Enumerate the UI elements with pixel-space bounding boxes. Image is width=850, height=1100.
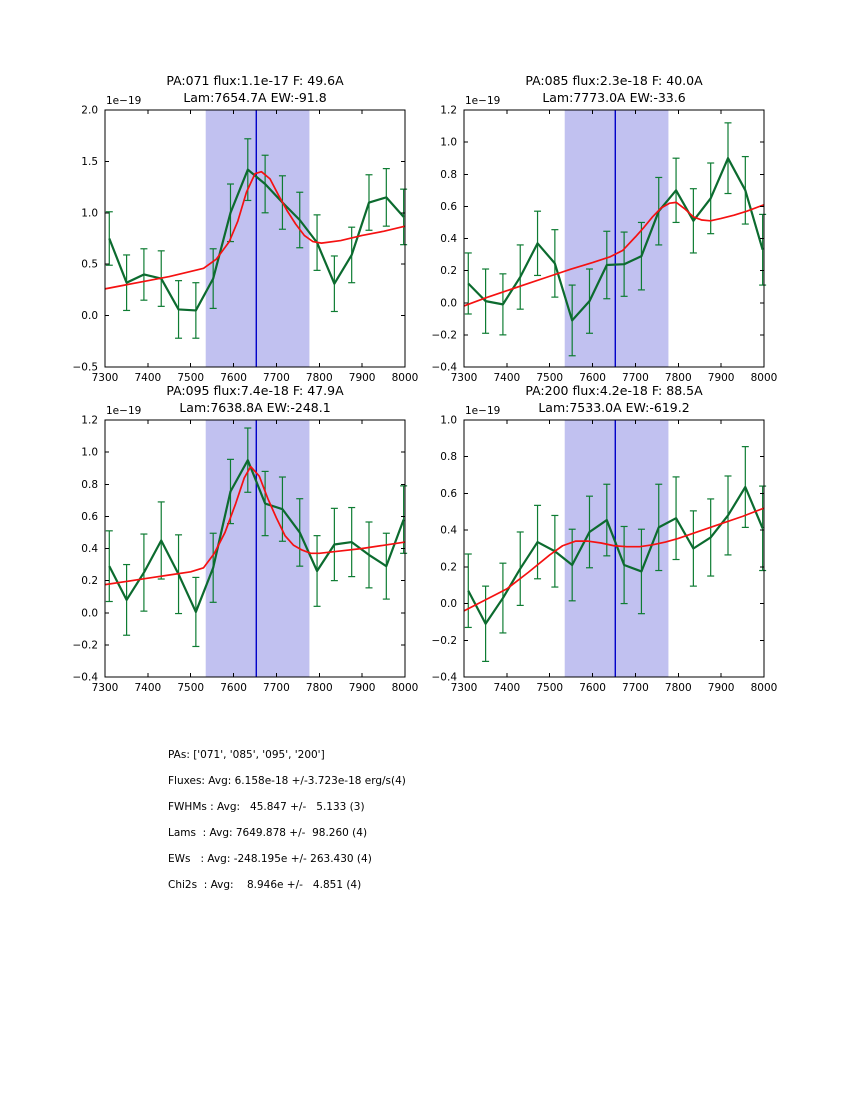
y-tick-label: 0.2	[440, 561, 457, 574]
y-tick-label: 0.6	[81, 510, 98, 523]
y-tick-label: 0.0	[440, 297, 457, 310]
wavelength-band	[206, 110, 310, 367]
x-tick-label: 7700	[622, 682, 649, 694]
x-tick-label: 7300	[91, 682, 119, 694]
y-tick-label: 0.8	[440, 168, 457, 181]
subplot-title: PA:071 flux:1.1e-17 F: 49.6A	[166, 73, 344, 88]
x-tick-label: 7300	[450, 372, 478, 384]
y-tick-label: −0.4	[431, 361, 457, 374]
y-tick-label: 0.5	[81, 258, 98, 271]
summary-line-lams: Lams : Avg: 7649.878 +/- 98.260 (4)	[168, 827, 368, 839]
subplot-pa095	[73, 383, 419, 694]
y-tick-label: 0.6	[440, 200, 457, 213]
x-tick-label: 7800	[664, 372, 692, 384]
subplot-title: PA:085 flux:2.3e-18 F: 40.0A	[525, 73, 703, 88]
x-tick-label: 7600	[220, 372, 247, 384]
x-tick-label: 7500	[177, 682, 205, 694]
x-tick-label: 7700	[263, 372, 290, 384]
summary-line-fwhms: FWHMs : Avg: 45.847 +/- 5.133 (3)	[168, 801, 365, 813]
x-tick-label: 7700	[622, 372, 649, 384]
y-tick-label: 0.4	[440, 233, 457, 245]
y-tick-label: 1.0	[440, 414, 457, 427]
y-tick-label: 1.0	[81, 446, 98, 459]
y-tick-label: −0.2	[431, 634, 457, 647]
x-tick-label: 7500	[536, 372, 564, 384]
x-tick-label: 7400	[134, 682, 162, 694]
y-tick-label: 0.6	[440, 487, 457, 500]
x-tick-label: 7500	[177, 372, 205, 384]
x-tick-label: 7800	[305, 682, 333, 694]
y-tick-label: 0.4	[81, 543, 98, 555]
subplot-title: PA:200 flux:4.2e-18 F: 88.5A	[525, 383, 703, 398]
y-tick-label: −0.4	[72, 671, 98, 684]
x-tick-label: 7700	[263, 682, 290, 694]
y-tick-label: 0.8	[440, 451, 457, 464]
y-tick-label: 2.0	[81, 104, 98, 117]
axis-offset-label: 1e−19	[106, 405, 142, 417]
x-tick-label: 7400	[134, 372, 162, 384]
y-tick-label: 0.4	[440, 524, 457, 537]
y-tick-label: 0.0	[81, 310, 98, 323]
axis-offset-label: 1e−19	[106, 95, 142, 107]
summary-line-fluxes: Fluxes: Avg: 6.158e-18 +/-3.723e-18 erg/s(4)	[168, 775, 406, 787]
y-tick-label: 0.2	[440, 265, 457, 278]
subplot-subtitle: Lam:7773.0A EW:-33.6	[542, 90, 686, 105]
subplot-pa200	[432, 383, 778, 694]
summary-line-ews: EWs : Avg: -248.195e +/- 263.430 (4)	[168, 853, 372, 865]
x-tick-label: 7500	[536, 682, 564, 694]
subplot-subtitle: Lam:7533.0A EW:-619.2	[538, 400, 690, 415]
summary-block	[168, 742, 406, 898]
y-tick-label: −0.5	[72, 361, 98, 374]
y-tick-label: 1.0	[81, 207, 98, 220]
wavelength-band	[206, 420, 310, 677]
wavelength-band	[565, 110, 669, 367]
summary-line-pas: PAs: ['071', '085', '095', '200']	[168, 749, 325, 761]
x-tick-label: 7400	[493, 682, 521, 694]
x-tick-label: 7900	[707, 682, 735, 694]
x-tick-label: 8000	[391, 682, 419, 694]
x-tick-label: 8000	[750, 372, 778, 384]
subplot-pa071	[73, 73, 419, 384]
subplot-subtitle: Lam:7638.8A EW:-248.1	[179, 400, 331, 415]
x-tick-label: 7800	[664, 682, 692, 694]
subplot-pa085	[432, 73, 778, 384]
x-tick-label: 7300	[91, 372, 119, 384]
x-tick-label: 7900	[348, 682, 376, 694]
x-tick-label: 7900	[707, 372, 735, 384]
x-tick-label: 7900	[348, 372, 376, 384]
y-tick-label: 0.0	[440, 598, 457, 611]
y-tick-label: −0.4	[431, 671, 457, 684]
y-tick-label: 1.2	[81, 414, 98, 427]
subplot-title: PA:095 flux:7.4e-18 F: 47.9A	[166, 383, 344, 398]
x-tick-label: 7600	[579, 372, 606, 384]
x-tick-label: 7300	[450, 682, 478, 694]
x-tick-label: 8000	[750, 682, 778, 694]
axis-offset-label: 1e−19	[465, 95, 501, 107]
y-tick-label: −0.2	[431, 329, 457, 342]
x-tick-label: 7600	[579, 682, 606, 694]
summary-line-chi2s: Chi2s : Avg: 8.946e +/- 4.851 (4)	[168, 879, 362, 891]
subplot-subtitle: Lam:7654.7A EW:-91.8	[183, 90, 327, 105]
x-tick-label: 7600	[220, 682, 247, 694]
y-tick-label: 1.0	[440, 136, 457, 149]
x-tick-label: 7800	[305, 372, 333, 384]
x-tick-label: 7400	[493, 372, 521, 384]
y-tick-label: 0.8	[81, 478, 98, 491]
y-tick-label: −0.2	[72, 639, 98, 652]
axis-offset-label: 1e−19	[465, 405, 501, 417]
x-tick-label: 8000	[391, 372, 419, 384]
y-tick-label: 1.5	[81, 155, 98, 168]
y-tick-label: 1.2	[440, 104, 457, 117]
y-tick-label: 0.2	[81, 575, 98, 588]
y-tick-label: 0.0	[81, 607, 98, 620]
